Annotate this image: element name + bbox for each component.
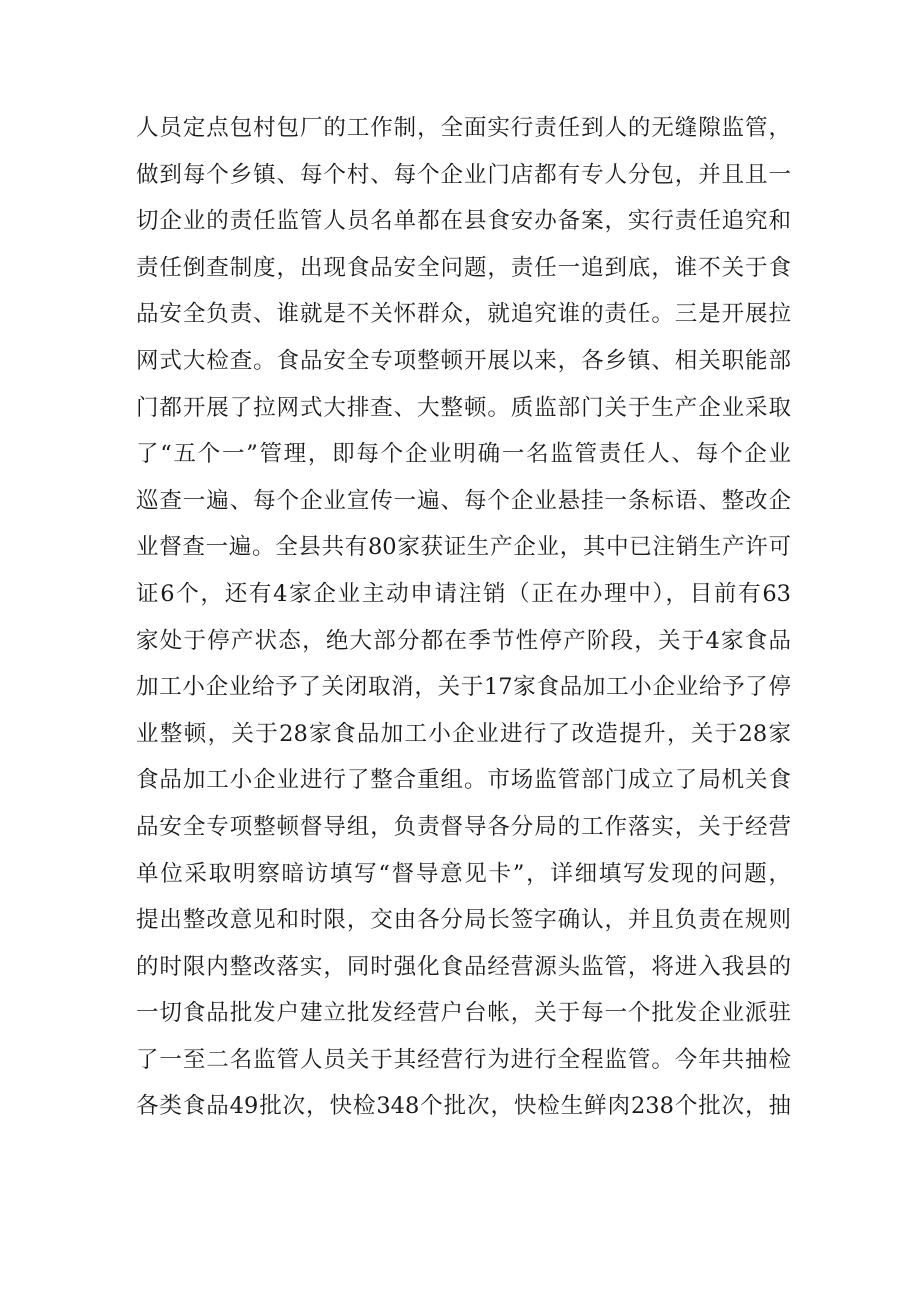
- paragraph-line: 了一至二名监管人员关于其经营行为进行全程监管。今年共抽检: [136, 1046, 791, 1073]
- paragraph-line: 证6个，还有4家企业主动申请注销（正在办理中），目前有63: [136, 580, 791, 607]
- paragraph-line: 加工小企业给予了关闭取消，关于17家食品加工小企业给予了停: [136, 674, 791, 701]
- paragraph-line: 一切食品批发户建立批发经营户台帐，关于每一个批发企业派驻: [136, 1000, 791, 1027]
- paragraph-line: 单位采取明察暗访填写“督导意见卡”，详细填写发现的问题，: [136, 860, 791, 887]
- paragraph-line: 切企业的责任监管人员名单都在县食安办备案，实行责任追究和: [136, 208, 791, 235]
- paragraph-line: 网式大检查。食品安全专项整顿开展以来，各乡镇、相关职能部: [136, 347, 791, 374]
- paragraph-line: 提出整改意见和时限，交由各分局长签字确认，并且负责在规则: [136, 907, 791, 934]
- paragraph-line: 了“五个一”管理，即每个企业明确一名监管责任人、每个企业: [136, 441, 791, 468]
- paragraph-line: 各类食品49批次，快检348个批次，快检生鲜肉238个批次，抽: [136, 1093, 791, 1120]
- paragraph-line: 食品加工小企业进行了整合重组。市场监管部门成立了局机关食: [136, 767, 791, 794]
- paragraph-line: 家处于停产状态，绝大部分都在季节性停产阶段，关于4家食品: [136, 627, 791, 654]
- paragraph-line: 业整顿，关于28家食品加工小企业进行了改造提升，关于28家: [136, 720, 791, 747]
- paragraph-line: 人员定点包村包厂的工作制，全面实行责任到人的无缝隙监管，: [136, 115, 791, 141]
- paragraph-line: 品安全专项整顿督导组，负责督导各分局的工作落实，关于经营: [136, 813, 791, 840]
- body-paragraph: [136, 105, 791, 1130]
- paragraph-line: 责任倒查制度，出现食品安全问题，责任一追到底，谁不关于食: [136, 254, 791, 281]
- paragraph-line: 巡查一遍、每个企业宣传一遍、每个企业悬挂一条标语、整改企: [136, 487, 791, 514]
- paragraph-line: 门都开展了拉网式大排查、大整顿。质监部门关于生产企业采取: [136, 394, 791, 421]
- paragraph-line: 品安全负责、谁就是不关怀群众，就追究谁的责任。三是开展拉: [136, 301, 791, 328]
- paragraph-line: 的时限内整改落实，同时强化食品经营源头监管，将进入我县的: [136, 953, 791, 980]
- paragraph-line: 业督查一遍。全县共有80家获证生产企业，其中已注销生产许可: [136, 534, 791, 561]
- paragraph-line: 做到每个乡镇、每个村、每个企业门店都有专人分包，并且且一: [136, 161, 791, 188]
